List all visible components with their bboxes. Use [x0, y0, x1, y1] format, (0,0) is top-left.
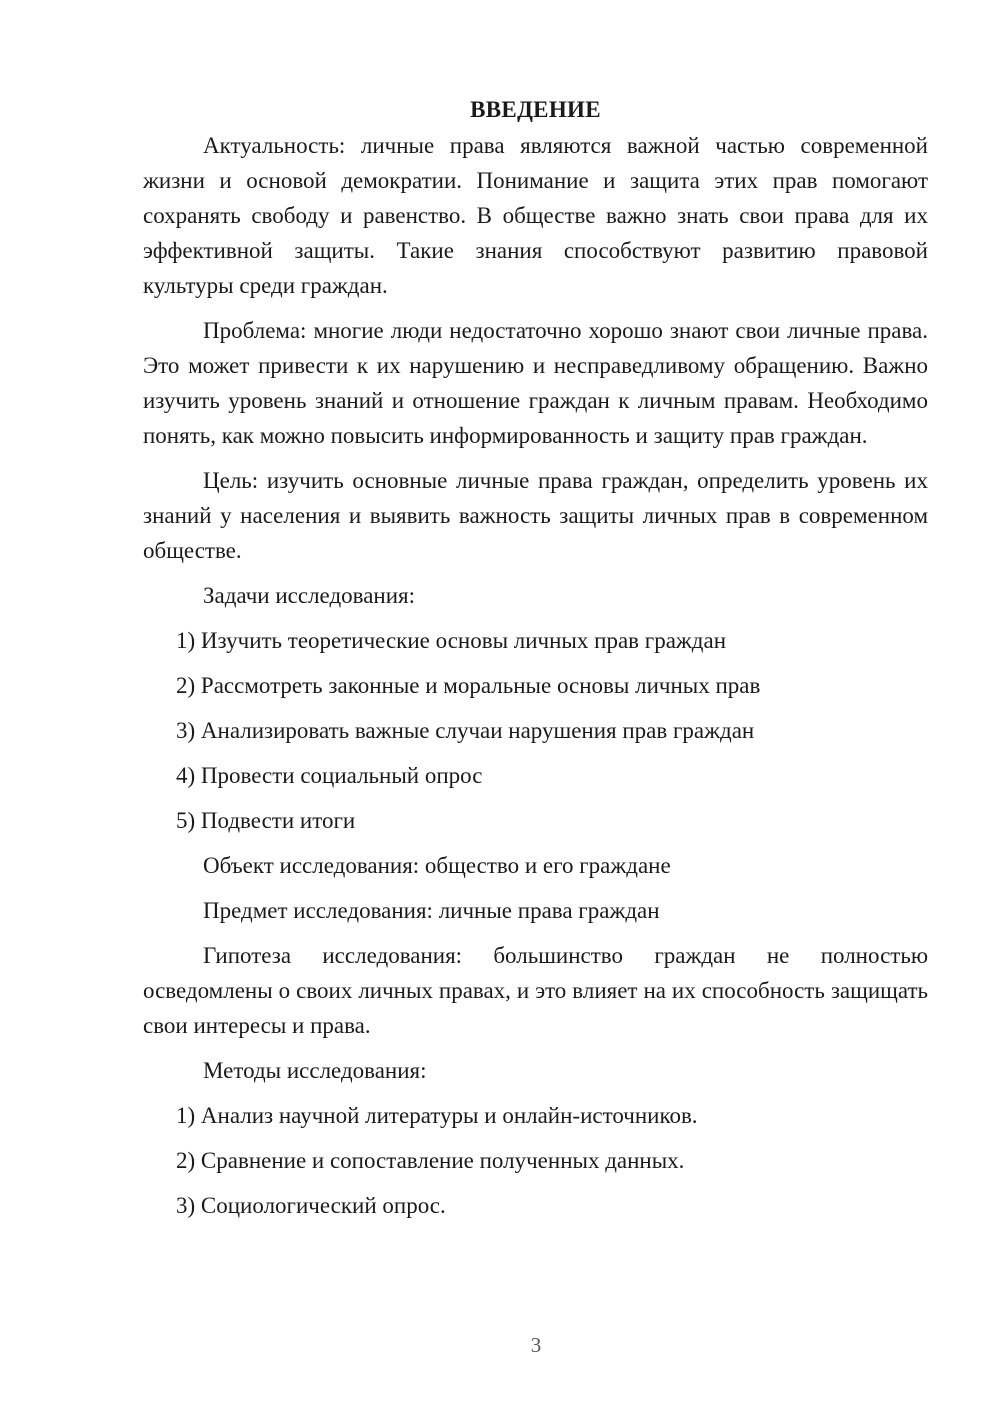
task-item: 2) Рассмотреть законные и моральные основы личных прав [176, 673, 761, 698]
task-item: 5) Подвести итоги [176, 808, 356, 833]
task-item: 3) Анализировать важные случаи нарушения прав граждан [176, 718, 755, 743]
task-item: 1) Изучить теоретические основы личных прав граждан [176, 628, 727, 653]
goal-paragraph: Цель: изучить основные личные права граждан, определить уровень их знаний у населения и выявить важность защиты личных прав в современном обществе. [143, 468, 928, 563]
page-number: 3 [530, 1333, 542, 1357]
method-item: 3) Социологический опрос. [176, 1193, 446, 1218]
object-line: Объект исследования: общество и его граждане [203, 853, 671, 878]
document-page [143, 95, 928, 1223]
actuality-paragraph: Актуальность: личные права являются важной частью современной жизни и основой демократии. Понимание и защита этих прав помогают сохранять свободу и равенство. В обществе важно знать свои права для их эффективной защиты. Такие знания способствуют развитию правовой культуры среди граждан. [143, 133, 928, 298]
methods-label: Методы исследования: [203, 1058, 427, 1083]
tasks-label: Задачи исследования: [203, 583, 416, 608]
section-title: ВВЕДЕНИЕ [470, 97, 601, 122]
task-item: 4) Провести социальный опрос [176, 763, 483, 788]
method-item: 2) Сравнение и сопоставление полученных данных. [176, 1148, 685, 1173]
method-item: 1) Анализ научной литературы и онлайн-источников. [176, 1103, 698, 1128]
hypothesis-paragraph: Гипотеза исследования: большинство граждан не полностью осведомлены о своих личных правах, и это влияет на их способность защищать свои интересы и права. [143, 943, 928, 1038]
problem-paragraph: Проблема: многие люди недостаточно хорошо знают свои личные права. Это может привести к их нарушению и несправедливому обращению. Важно изучить уровень знаний и отношение граждан к личным правам. Необходимо понять, как можно повысить информированность и защиту прав граждан. [143, 318, 928, 448]
subject-line: Предмет исследования: личные права граждан [203, 898, 660, 923]
